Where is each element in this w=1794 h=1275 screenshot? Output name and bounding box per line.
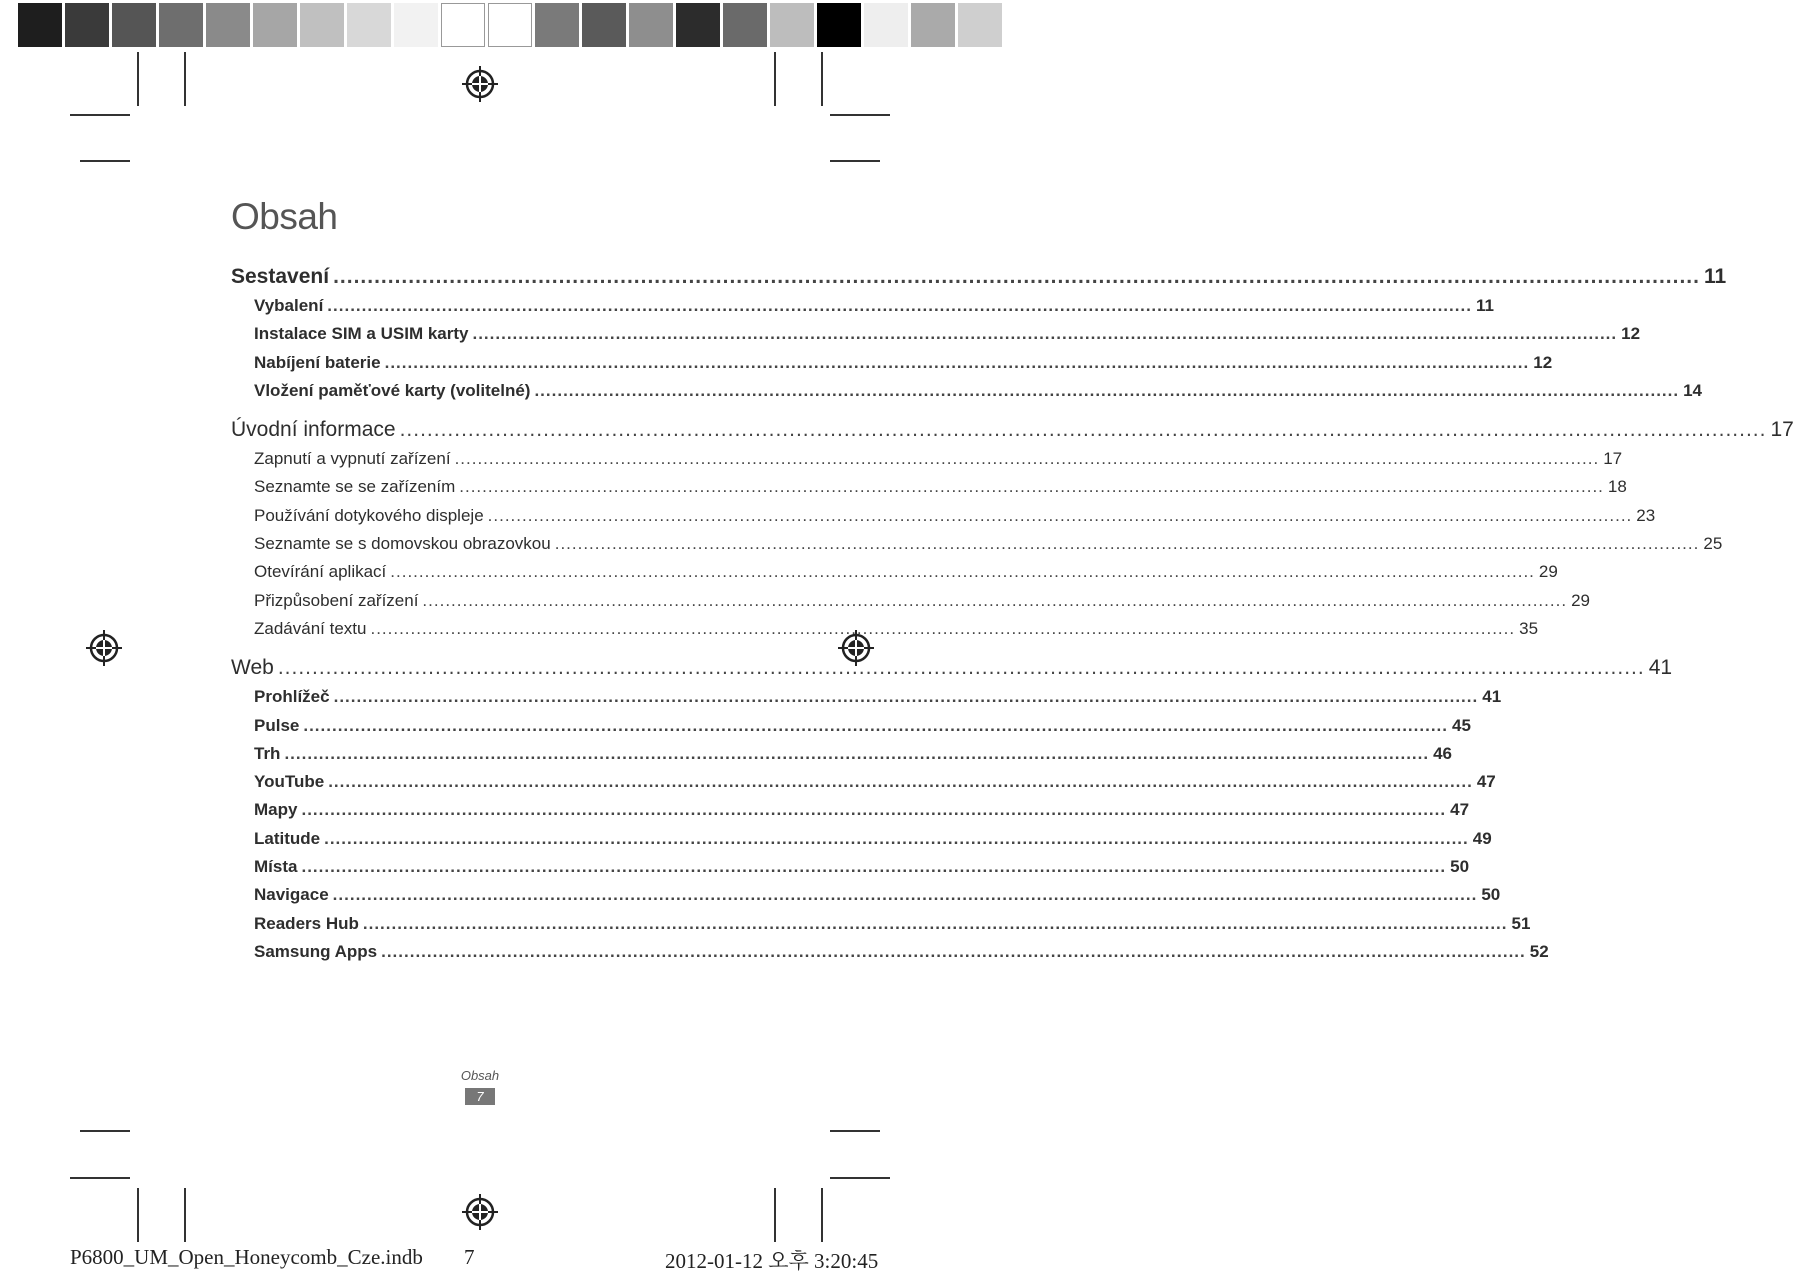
toc-item-title: Navigace bbox=[254, 885, 329, 905]
color-swatch bbox=[300, 3, 344, 47]
dot-leader: ........................................................................................................................................................................................................ bbox=[390, 562, 1535, 582]
color-swatch bbox=[770, 3, 814, 47]
toc-item-page: 29 bbox=[1538, 562, 1558, 582]
toc-item-title: Readers Hub bbox=[254, 913, 359, 933]
color-swatch bbox=[441, 3, 485, 47]
toc-item[interactable] bbox=[231, 825, 1492, 853]
toc-item-page: 35 bbox=[1519, 618, 1539, 638]
toc-item-page: 12 bbox=[1533, 352, 1553, 372]
toc-item-title: Instalace SIM a USIM karty bbox=[254, 324, 469, 344]
toc-item-title: Vložení paměťové karty (volitelné) bbox=[254, 380, 531, 400]
crop-mark bbox=[70, 114, 130, 116]
toc-section-title: Sestavení bbox=[231, 265, 330, 288]
toc-item[interactable] bbox=[231, 530, 1723, 558]
toc-item-page: 50 bbox=[1481, 885, 1501, 905]
dot-leader: ........................................................................................................................................................................................................ bbox=[384, 352, 1530, 372]
dot-leader: ........................................................................................................................................................................................................ bbox=[327, 296, 1472, 315]
toc-item-page: 12 bbox=[1621, 324, 1641, 344]
color-swatch bbox=[253, 3, 297, 47]
crop-mark bbox=[774, 52, 776, 106]
toc-item[interactable] bbox=[231, 587, 1590, 615]
toc-section-page: 17 bbox=[1770, 418, 1794, 442]
toc-section[interactable] bbox=[231, 653, 1673, 683]
color-swatch bbox=[18, 3, 62, 47]
dot-leader: ........................................................................................................................................................................................................ bbox=[487, 505, 1633, 525]
dot-leader: ........................................................................................................................................................................................................ bbox=[370, 618, 1516, 638]
dot-leader: ........................................................................................................................................................................................................ bbox=[459, 477, 1604, 497]
dot-leader: ........................................................................................................................................................................................................ bbox=[333, 687, 1479, 707]
toc-item-page: 11 bbox=[1475, 296, 1494, 315]
toc-item-title: Přizpůsobení zařízení bbox=[254, 590, 419, 610]
color-swatch bbox=[535, 3, 579, 47]
page-title: Obsah bbox=[231, 196, 338, 237]
crop-mark bbox=[184, 1188, 186, 1242]
dot-leader: ........................................................................................................................................................................................................ bbox=[332, 885, 1478, 905]
color-bar-left bbox=[18, 3, 488, 47]
dot-leader: ........................................................................................................................................................................................................ bbox=[277, 656, 1645, 680]
toc-item-page: 17 bbox=[1603, 449, 1623, 469]
toc-item[interactable] bbox=[231, 473, 1627, 501]
color-swatch bbox=[958, 3, 1002, 47]
dot-leader: ........................................................................................................................................................................................................ bbox=[381, 941, 1526, 961]
crop-mark bbox=[184, 52, 186, 106]
toc-item-title: Trh bbox=[254, 743, 281, 763]
color-swatch bbox=[817, 3, 861, 47]
crop-mark bbox=[137, 1188, 139, 1242]
crop-mark bbox=[830, 114, 890, 116]
dot-leader: ........................................................................................................................................................................................................ bbox=[303, 715, 1448, 735]
toc-item-page: 49 bbox=[1472, 828, 1492, 848]
crop-mark bbox=[821, 52, 823, 106]
toc-item[interactable] bbox=[231, 377, 1703, 405]
toc-item-page: 23 bbox=[1636, 505, 1656, 525]
crop-mark bbox=[821, 1188, 823, 1242]
dot-leader: ........................................................................................................................................................................................................ bbox=[284, 743, 1430, 763]
color-swatch bbox=[723, 3, 767, 47]
crop-mark bbox=[774, 1188, 776, 1242]
toc-item[interactable] bbox=[231, 768, 1496, 796]
color-swatch bbox=[65, 3, 109, 47]
slug-filename: P6800_UM_Open_Honeycomb_Cze.indb bbox=[70, 1245, 423, 1269]
color-swatch bbox=[112, 3, 156, 47]
dot-leader: ........................................................................................................................................................................................................ bbox=[399, 418, 1767, 442]
dot-leader: ........................................................................................................................................................................................................ bbox=[333, 265, 1700, 288]
toc-item-title: Otevírání aplikací bbox=[254, 562, 387, 582]
dot-leader: ........................................................................................................................................................................................................ bbox=[534, 380, 1680, 400]
table-of-contents bbox=[231, 262, 1794, 966]
toc-item-title: Prohlížeč bbox=[254, 687, 330, 707]
footer-section-label: Obsah bbox=[460, 1068, 500, 1083]
toc-item[interactable] bbox=[231, 910, 1531, 938]
toc-item[interactable] bbox=[231, 853, 1470, 881]
toc-item[interactable] bbox=[231, 292, 1494, 320]
crop-mark bbox=[830, 1177, 890, 1179]
toc-section[interactable] bbox=[231, 415, 1794, 445]
toc-item[interactable] bbox=[231, 712, 1471, 740]
toc-item-title: Pulse bbox=[254, 715, 300, 735]
color-swatch bbox=[206, 3, 250, 47]
toc-item-page: 47 bbox=[1450, 800, 1470, 820]
crop-mark bbox=[70, 1177, 130, 1179]
toc-item[interactable] bbox=[231, 881, 1501, 909]
color-swatch bbox=[911, 3, 955, 47]
color-bar-right bbox=[488, 3, 1005, 47]
dot-leader: ........................................................................................................................................................................................................ bbox=[301, 800, 1447, 820]
toc-item-page: 50 bbox=[1450, 857, 1470, 877]
color-swatch bbox=[864, 3, 908, 47]
toc-item-title: Nabíjení baterie bbox=[254, 352, 381, 372]
toc-item-page: 41 bbox=[1482, 687, 1502, 707]
footer-page-number: 7 bbox=[465, 1088, 495, 1105]
crop-mark bbox=[830, 160, 880, 162]
dot-leader: ........................................................................................................................................................................................................ bbox=[324, 828, 1469, 848]
toc-item-page: 25 bbox=[1703, 534, 1723, 554]
toc-item-title: Zadávání textu bbox=[254, 618, 367, 638]
toc-item-page: 46 bbox=[1433, 743, 1453, 763]
toc-item-title: Vybalení bbox=[254, 296, 324, 315]
color-swatch bbox=[394, 3, 438, 47]
toc-item-title: Zapnutí a vypnutí zařízení bbox=[254, 449, 451, 469]
toc-item[interactable] bbox=[231, 615, 1539, 643]
dot-leader: ........................................................................................................................................................................................................ bbox=[301, 857, 1447, 877]
color-swatch bbox=[347, 3, 391, 47]
color-swatch bbox=[582, 3, 626, 47]
toc-item[interactable] bbox=[231, 502, 1656, 530]
toc-item[interactable] bbox=[231, 558, 1558, 586]
toc-item-title: Místa bbox=[254, 857, 298, 877]
registration-mark-bottom bbox=[460, 1192, 500, 1232]
dot-leader: ........................................................................................................................................................................................................ bbox=[454, 449, 1600, 469]
toc-item-page: 51 bbox=[1511, 913, 1531, 933]
toc-item-title: Seznamte se s domovskou obrazovkou bbox=[254, 534, 551, 554]
crop-mark bbox=[137, 52, 139, 106]
toc-item-title: Mapy bbox=[254, 800, 298, 820]
dot-leader: ........................................................................................................................................................................................................ bbox=[554, 534, 1700, 554]
toc-item[interactable] bbox=[231, 740, 1453, 768]
toc-item-page: 47 bbox=[1476, 772, 1496, 792]
crop-mark bbox=[80, 160, 130, 162]
toc-section-title: Úvodní informace bbox=[231, 418, 396, 442]
slug-datetime: 2012-01-12 오후 3:20:45 bbox=[665, 1249, 879, 1273]
toc-section-page: 41 bbox=[1648, 656, 1673, 680]
color-swatch bbox=[676, 3, 720, 47]
toc-item-page: 52 bbox=[1529, 941, 1549, 961]
toc-item-page: 45 bbox=[1452, 715, 1471, 735]
toc-item[interactable] bbox=[231, 938, 1549, 966]
toc-item-title: YouTube bbox=[254, 772, 325, 792]
toc-section-title: Web bbox=[231, 656, 274, 680]
toc-item-title: Latitude bbox=[254, 828, 321, 848]
color-swatch bbox=[488, 3, 532, 47]
dot-leader: ........................................................................................................................................................................................................ bbox=[328, 772, 1473, 792]
toc-item-title: Seznamte se se zařízením bbox=[254, 477, 456, 497]
dot-leader: ........................................................................................................................................................................................................ bbox=[472, 324, 1618, 344]
toc-item-title: Používání dotykového displeje bbox=[254, 505, 484, 525]
crop-mark bbox=[830, 1130, 880, 1132]
toc-item[interactable] bbox=[231, 683, 1502, 711]
slug-page: 7 bbox=[464, 1245, 475, 1269]
toc-item[interactable] bbox=[231, 349, 1553, 377]
color-swatch bbox=[629, 3, 673, 47]
toc-item-page: 14 bbox=[1683, 380, 1703, 400]
crop-mark bbox=[80, 1130, 130, 1132]
color-swatch bbox=[159, 3, 203, 47]
toc-section-page: 11 bbox=[1703, 265, 1727, 288]
toc-item[interactable] bbox=[231, 320, 1641, 348]
dot-leader: ........................................................................................................................................................................................................ bbox=[362, 913, 1508, 933]
toc-item[interactable] bbox=[231, 796, 1470, 824]
toc-item-title: Samsung Apps bbox=[254, 941, 378, 961]
toc-section[interactable] bbox=[231, 262, 1727, 292]
registration-mark-left bbox=[84, 628, 124, 668]
dot-leader: ........................................................................................................................................................................................................ bbox=[422, 590, 1568, 610]
toc-item-page: 29 bbox=[1571, 590, 1590, 610]
toc-item[interactable] bbox=[231, 445, 1623, 473]
toc-item-page: 18 bbox=[1607, 477, 1627, 497]
registration-mark-top bbox=[460, 64, 500, 104]
